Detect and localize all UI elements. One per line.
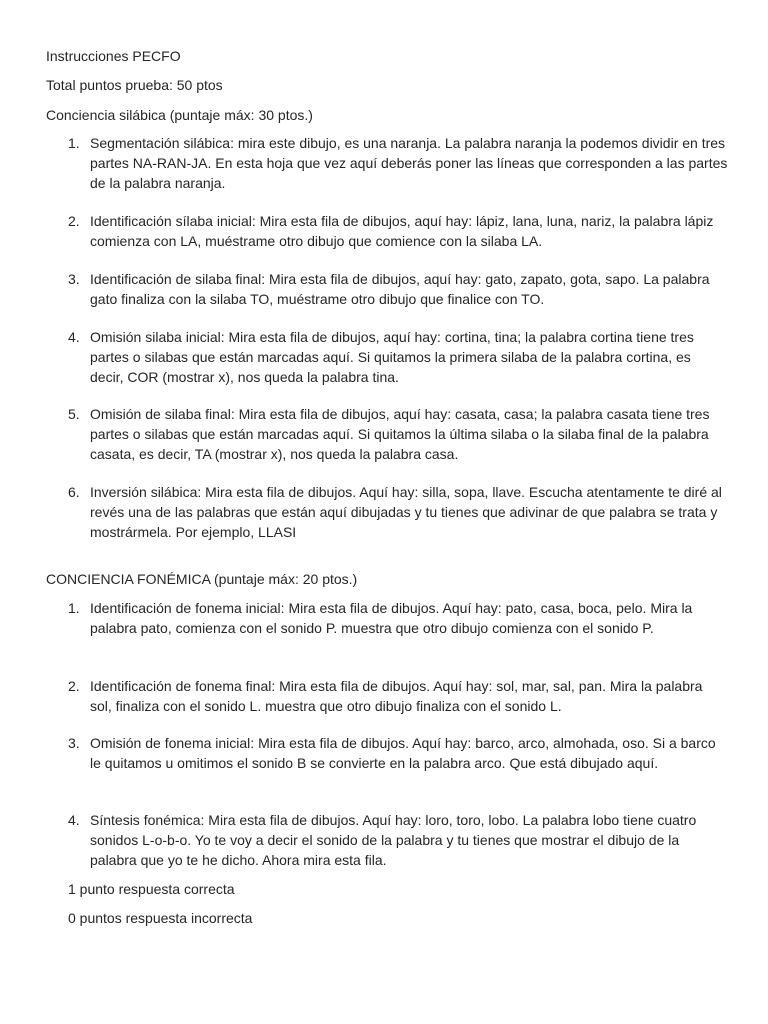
- list-item-number: 1.: [68, 600, 80, 616]
- list-item-number: 3.: [68, 735, 80, 751]
- list-item-number: 6.: [68, 484, 80, 500]
- scoring-correct: 1 punto respuesta correcta: [68, 881, 235, 897]
- list-item: [68, 327, 728, 387]
- list-item-text: Omisión silaba inicial: Mira esta fila de dibujos, aquí hay: cortina, tina; la palabra cortina tiene tres partes o silabas que están marcadas aquí. Si quitamos la primera silaba de la palabra cortina, es decir, COR (mostrar x), nos queda la palabra tina.: [90, 329, 694, 385]
- list-item: [68, 211, 728, 251]
- list-item-text: Identificación de fonema inicial: Mira esta fila de dibujos. Aquí hay: pato, casa, boca, pelo. Mira la palabra pato, comienza con el sonido P. muestra que otro dibujo comienza con el sonido P.: [90, 600, 693, 636]
- document-title: Instrucciones PECFO: [46, 48, 181, 64]
- list-item: [68, 676, 728, 716]
- list-item-text: Omisión de fonema inicial: Mira esta fila de dibujos. Aquí hay: barco, arco, almohada, oso. Si a barco le quitamos u omitimos el sonido B se convierte en la palabra arco. Que está dibujado aquí.: [90, 735, 716, 771]
- total-points: Total puntos prueba: 50 ptos: [46, 77, 223, 93]
- list-item: [68, 810, 728, 870]
- list-item-text: Inversión silábica: Mira esta fila de dibujos. Aquí hay: silla, sopa, llave. Escucha atentamente te diré al revés una de las palabras que están aquí dibujadas y tu tienes que adivinar de que palabra se trata y mostrármela. Por ejemplo, LLASI: [90, 484, 722, 540]
- fonemica-list-3: [68, 733, 728, 773]
- fonemica-list-1: [68, 598, 728, 638]
- section-heading-fonemica: CONCIENCIA FONÉMICA (puntaje máx: 20 ptos.): [46, 571, 358, 587]
- silabica-list-5: [68, 404, 728, 464]
- list-item: [68, 733, 728, 773]
- list-item-text: Segmentación silábica: mira este dibujo, es una naranja. La palabra naranja la podemos dividir en tres partes NA-RAN-JA. En esta hoja que vez aquí deberás poner las líneas que corresponden a las partes de la palabra naranja.: [90, 135, 728, 191]
- fonemica-list-4: [68, 810, 728, 870]
- list-item-text: Síntesis fonémica: Mira esta fila de dibujos. Aquí hay: loro, toro, lobo. La palabra lobo tiene cuatro sonidos L-o-b-o. Yo te voy a decir el sonido de la palabra y tu tienes que mostrar el dibujo de la palabra que yo te he dicho. Ahora mira esta fila.: [90, 812, 697, 868]
- silabica-list: [68, 133, 728, 193]
- list-item-number: 5.: [68, 406, 80, 422]
- list-item: [68, 133, 728, 193]
- silabica-list-2: [68, 211, 728, 251]
- list-item-text: Identificación sílaba inicial: Mira esta fila de dibujos, aquí hay: lápiz, lana, luna, nariz, la palabra lápiz comienza con LA, muéstrame otro dibujo que comience con la silaba LA.: [90, 213, 714, 249]
- list-item-number: 1.: [68, 135, 80, 151]
- list-item-number: 2.: [68, 678, 80, 694]
- list-item-number: 3.: [68, 271, 80, 287]
- list-item: [68, 404, 728, 464]
- list-item: [68, 482, 728, 542]
- list-item-text: Identificación de silaba final: Mira esta fila de dibujos, aquí hay: gato, zapato, gota, sapo. La palabra gato finaliza con la silaba TO, muéstrame otro dibujo que finalice con TO.: [90, 271, 710, 307]
- list-item: [68, 598, 728, 638]
- fonemica-list-2: [68, 676, 728, 716]
- list-item-text: Identificación de fonema final: Mira esta fila de dibujos. Aquí hay: sol, mar, sal, pan. Mira la palabra sol, finaliza con el sonido L. muestra que otro dibujo finaliza con el sonido L.: [90, 678, 703, 714]
- list-item-number: 2.: [68, 213, 80, 229]
- list-item-number: 4.: [68, 329, 80, 345]
- silabica-list-3: [68, 269, 728, 309]
- silabica-list-6: [68, 482, 728, 542]
- scoring-incorrect: 0 puntos respuesta incorrecta: [68, 910, 253, 926]
- silabica-list-4: [68, 327, 728, 387]
- list-item: [68, 269, 728, 309]
- section-heading-silabica: Conciencia silábica (puntaje máx: 30 ptos.): [46, 107, 313, 123]
- list-item-text: Omisión de silaba final: Mira esta fila de dibujos, aquí hay: casata, casa; la palabra casata tiene tres partes o silabas que están marcadas aquí. Si quitamos la última silaba o la silaba final de la palabra casata, es decir, TA (mostrar x), nos queda la palabra casa.: [90, 406, 710, 462]
- list-item-number: 4.: [68, 812, 80, 828]
